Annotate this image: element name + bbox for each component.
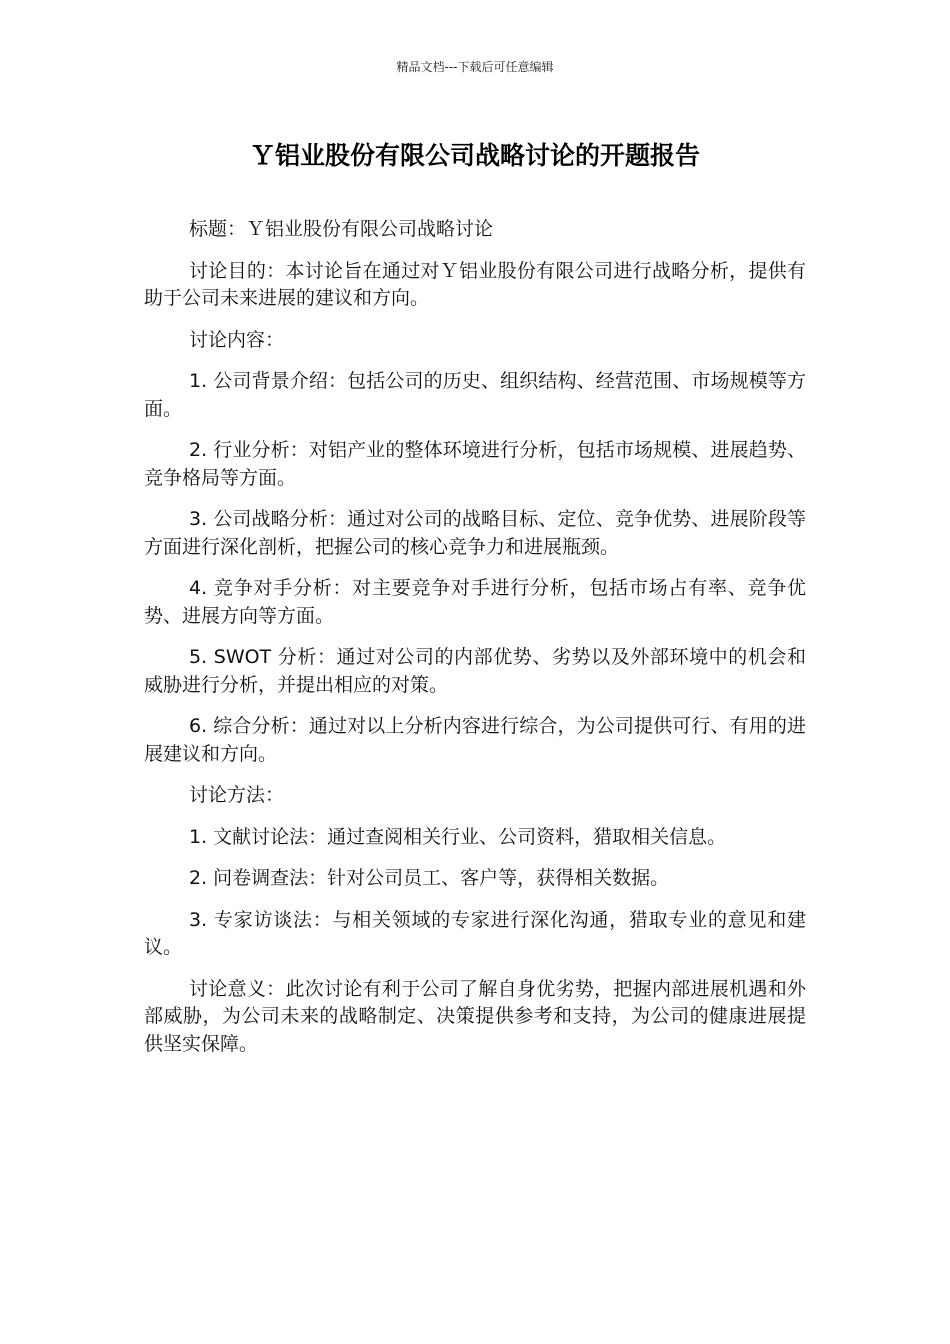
paragraph-method-item-1: 1. 文献讨论法：通过查阅相关行业、公司资料，猎取相关信息。 — [189, 825, 727, 848]
paragraph-purpose: 讨论目的：本讨论旨在通过对Ｙ铝业股份有限公司进行战略分析，提供有助于公司未来进展的建议和方向。 — [144, 259, 806, 309]
paragraph-content-item-5: 5. SWOT 分析：通过对公司的内部优势、劣势以及外部环境中的机会和威胁进行分析，并提出相应的对策。 — [144, 646, 806, 696]
document-title: Ｙ铝业股份有限公司战略讨论的开题报告 — [249, 141, 700, 170]
paragraph-significance: 讨论意义：此次讨论有利于公司了解自身优劣势，把握内部进展机遇和外部威胁，为公司未来的战略制定、决策提供参考和支持，为公司的健康进展提供坚实保障。 — [144, 977, 806, 1055]
paragraph-content-item-3: 3. 公司战略分析：通过对公司的战略目标、定位、竞争优势、进展阶段等方面进行深化剖析，把握公司的核心竞争力和进展瓶颈。 — [144, 508, 806, 558]
paragraph-methods-heading: 讨论方法： — [189, 784, 285, 806]
paragraph-content-item-6: 6. 综合分析：通过对以上分析内容进行综合，为公司提供可行、有用的进展建议和方向。 — [144, 715, 806, 765]
paragraph-content-item-2: 2. 行业分析：对铝产业的整体环境进行分析，包括市场规模、进展趋势、竞争格局等方面。 — [144, 439, 806, 489]
paragraph-method-item-3: 3. 专家访谈法：与相关领域的专家进行深化沟通，猎取专业的意见和建议。 — [144, 908, 806, 958]
paragraph-heading-label: 标题：Ｙ铝业股份有限公司战略讨论 — [189, 218, 494, 240]
header-note: 精品文档---下载后可任意编辑 — [396, 60, 554, 74]
paragraph-content-item-1: 1. 公司背景介绍：包括公司的历史、组织结构、经营范围、市场规模等方面。 — [144, 370, 806, 420]
paragraph-content-item-4: 4. 竞争对手分析：对主要竞争对手进行分析，包括市场占有率、竞争优势、进展方向等方面。 — [144, 577, 806, 627]
paragraph-content-heading: 讨论内容： — [189, 328, 285, 351]
paragraph-method-item-2: 2. 问卷调查法：针对公司员工、客户等，获得相关数据。 — [189, 867, 670, 889]
document-body — [144, 216, 806, 1072]
